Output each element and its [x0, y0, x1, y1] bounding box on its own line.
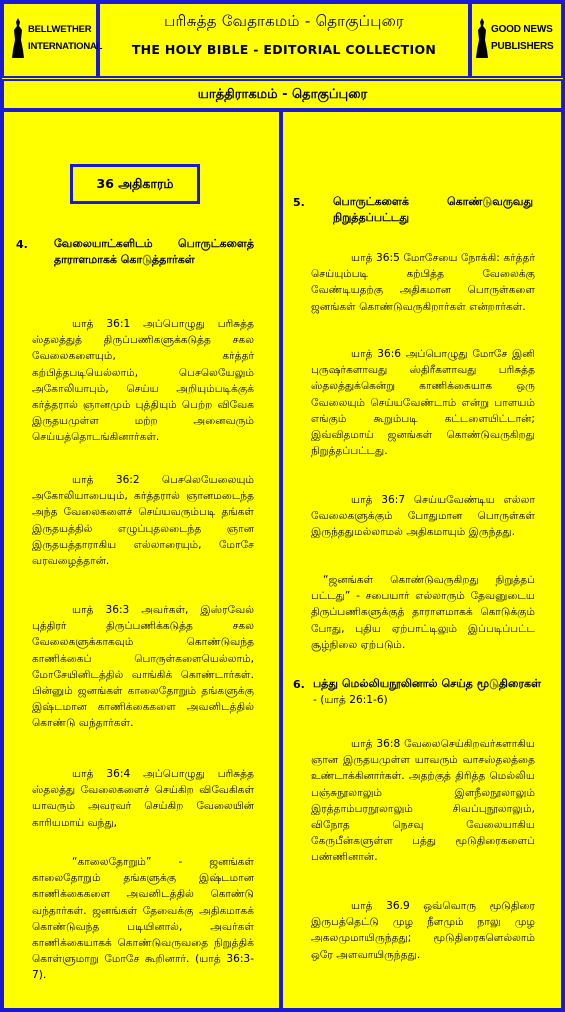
- header-title-english: THE HOLY BIBLE - EDITORIAL COLLECTION: [131, 42, 437, 57]
- right-column: [281, 110, 563, 1010]
- verse-paragraph: யாத் 36:5 மோசேயை நோக்கி: கர்த்தர் செய்யும்படி கற்பித்த வேலைக்கு வேண்டியதற்கு அதிகமான பொருள்களை ஜனங்கள் கொண்டுவருகிறார்கள் என்றார்கள்.: [311, 252, 535, 313]
- logo-right-line1: GOOD NEWS: [491, 24, 553, 35]
- section-title: பத்து மெல்லியநூலினால் செய்த மூடுதிரைகள் - (யாத் 26:1-6): [313, 677, 541, 706]
- left-column: [2, 110, 281, 1010]
- bellwether-logo: [2, 2, 103, 78]
- section-number: 6.: [293, 678, 305, 691]
- bell-figure-icon: [10, 16, 26, 60]
- chapter-label: 36 அதிகாரம்: [70, 164, 200, 204]
- header-title-box: [98, 2, 470, 78]
- logo-left-line1: BELLWETHER: [28, 24, 92, 35]
- good-news-logo: [470, 2, 563, 78]
- verse-paragraph: யாத் 36:1 அப்பொழுது பரிசுத்த ஸ்தலத்துத் திருப்பணிகளுக்கடுத்த சகல வேலைகளையும், கர்த்தர் கற்பித்தபடியெல்லாம், பெசலெயேலும் அகோலியாபும், செய்ய அறியும்படிக்குக் கர்த்தரால் ஞானமும் புத்தியும் பெற்ற விவேக இருதயமுள்ள மற்ற அனைவரும் செய்யத்தொடங்கினார்கள்.: [32, 318, 254, 444]
- verse-paragraph: யாத் 36:8 வேலைசெய்கிறவர்களாகிய ஞான இருதயமுள்ள யாவரும் வாசஸ்தலத்தை உண்டாக்கினார்கள். அதற்குத் திரித்த மெல்லிய பஞ்சுநூலாலும் இளநீலநூலாலும் இரத்தாம்பரநூலாலும் சிவப்புநூலாலும், விநோத நெசவு வேலையாகிய கேருபீன்களுள்ள பத்து மூடுதிரைகளைப் பண்ணினான்.: [311, 738, 535, 864]
- section-number: 4.: [16, 238, 28, 251]
- section-number: 5.: [293, 196, 305, 209]
- verse-paragraph: யாத் 36.9 ஒவ்வொரு மூடுதிரை இருபத்தெட்டு முழ நீளமும் நாலு முழ அகலமுமாயிருந்தது; மூடுதிரைகளெல்லாம் ஒரே அளவாயிருந்தது.: [311, 900, 535, 961]
- figure-icon: [475, 16, 489, 60]
- verse-paragraph: யாத் 36:3 அவர்கள், இஸ்ரவேல் புத்திரர் திருப்பணிக்கடுத்த சகல வேலைகளுக்காகவும் கொண்டுவந்த காணிக்கைப் பொருள்களையெல்லாம், மோசேயினிடத்தில் வாங்கிக் கொண்டார்கள். பின்னும் ஜனங்கள் காலைதோறும் தங்களுக்கு இஷ்டமான காணிக்கைகளை அவனிடத்தில் கொண்டு வந்தார்கள்.: [32, 604, 254, 730]
- section-title: பொருட்களைக் கொண்டுவருவது நிறுத்தப்பட்டது: [333, 195, 533, 224]
- verse-paragraph: யாத் 36:4 அப்பொழுது பரிசுத்த ஸ்தலத்து வேலைகளைச் செய்கிற விவேகிகள் யாவரும் அவரவர் செய்கிற வேலையின் காரியமாய் வந்து,: [32, 768, 254, 829]
- logo-left-line2: INTERNATIONAL: [28, 41, 103, 52]
- header-title-tamil: பரிசுத்த வேதாகமம் - தொகுப்புரை: [164, 12, 404, 30]
- commentary-paragraph: “காலைதோறும்” - ஜனங்கள் காலைதோறும் தங்களுக்கு இஷ்டமான காணிக்கைகளை அவனிடத்தில் கொண்டு வந்தார்கள். ஜனங்கள் தேவைக்கு அதிகமாகக் கொண்டுவந்த படியினால், அவர்கள் காணிக்கையாகக் கொண்டுவருவதை நிறுத்திக் கொள்ளுமாறு மோசே கூறினார். (யாத் 36:3-7).: [32, 856, 254, 982]
- commentary-paragraph: “ஜனங்கள் கொண்டுவருகிறது நிறுத்தப் பட்டது” - சபையார் எல்லாரும் தேவனுடைய திருப்பணிகளுக்குத் தாராளமாகக் கொடுக்கும் போது, புதிய ஏற்பாட்டிலும் இப்படிப்பட்ட சூழ்நிலை ஏற்படும்.: [311, 574, 535, 651]
- book-subheader: யாத்திராகமம் - தொகுப்புரை: [2, 79, 563, 110]
- verse-paragraph: யாத் 36:2 பெசலெயேலையும் அகோலியாபையும், கர்த்தரால் ஞானமடைந்த அந்த வேலைகளைச் செய்யவரும்படி தங்கள் இருதயத்தில் எழுப்புதலடைந்த ஞான இருதயத்தாராகிய எல்லாரையும், மோசே வரவழைத்தான்.: [32, 474, 254, 568]
- logo-right-line2: PUBLISHERS: [491, 41, 554, 52]
- section-title: வேலையாட்களிடம் பொருட்களைத் தாராளமாகக் கொடுத்தார்கள்: [54, 237, 254, 266]
- verse-paragraph: யாத் 36:6 அப்பொழுது மோசே இனி புருஷர்களாவது ஸ்திரீகளாவது பரிசுத்த ஸ்தலத்துக்கென்று காணிக்கையாக ஒரு வேலையும் செய்யவேண்டாம் என்று பாளயம் எங்கும் கூறும்படி கட்டளையிட்டான்; இவ்விதமாய் ஜனங்கள் கொண்டுவருகிறது நிறுத்தப்பட்டது.: [311, 348, 535, 458]
- verse-paragraph: யாத் 36:7 செய்யவேண்டிய எல்லா வேலைகளுக்கும் போதுமான பொருள்கள் இருந்ததுமல்லாமல் அதிகமாயும் இருந்தது.: [311, 494, 535, 539]
